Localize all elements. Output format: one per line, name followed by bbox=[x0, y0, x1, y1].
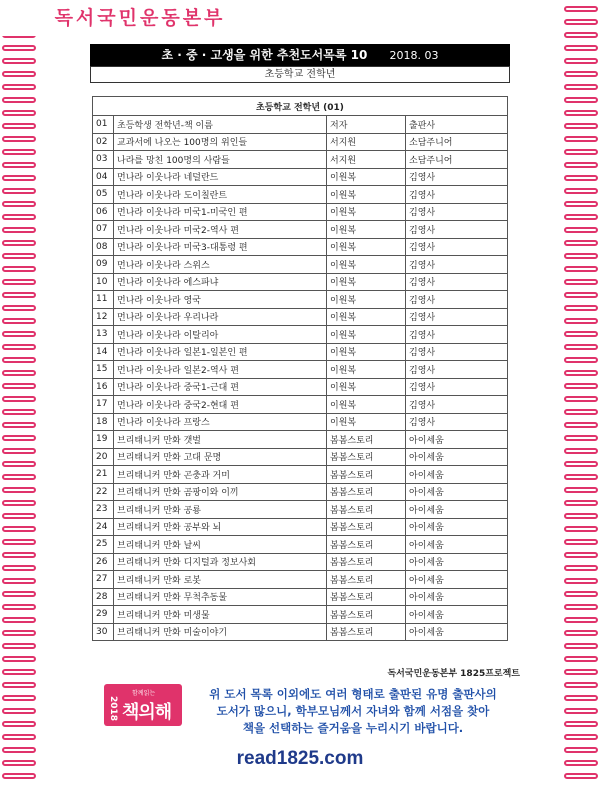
stripe bbox=[564, 253, 598, 259]
row-title: 브리태니커 만화 무척추동물 bbox=[114, 588, 327, 606]
org-title: 독서국민운동본부 bbox=[40, 4, 240, 32]
row-publisher: 아이세움 bbox=[406, 536, 508, 554]
row-publisher: 김영사 bbox=[406, 343, 508, 361]
stripe bbox=[564, 708, 598, 714]
stripe bbox=[2, 279, 36, 285]
row-num: 23 bbox=[93, 501, 114, 519]
row-publisher: 소담주니어 bbox=[406, 151, 508, 169]
row-publisher: 아이세움 bbox=[406, 571, 508, 589]
book-year-logo bbox=[104, 684, 182, 726]
row-num: 09 bbox=[93, 256, 114, 274]
stripe bbox=[2, 331, 36, 337]
row-title: 먼나라 이웃나라 일본2-역사 편 bbox=[114, 361, 327, 379]
stripe bbox=[2, 448, 36, 454]
row-publisher: 김영사 bbox=[406, 256, 508, 274]
table-row bbox=[93, 203, 508, 221]
row-author: 봄봄스토리 bbox=[327, 588, 406, 606]
row-title: 먼나라 이웃나라 미국2-역사 편 bbox=[114, 221, 327, 239]
row-publisher: 소담주니어 bbox=[406, 133, 508, 151]
stripe bbox=[2, 292, 36, 298]
table-row bbox=[93, 431, 508, 449]
table-row bbox=[93, 151, 508, 169]
row-num: 16 bbox=[93, 378, 114, 396]
header-title: 초 · 중 · 고생을 위한 추천도서목록 10 bbox=[161, 48, 368, 62]
stripe bbox=[2, 734, 36, 740]
table-row bbox=[93, 483, 508, 501]
logo-small-text: 함께읽는 bbox=[132, 690, 156, 697]
row-author: 이원복 bbox=[327, 168, 406, 186]
row-title: 나라를 망친 100명의 사람들 bbox=[114, 151, 327, 169]
row-num: 20 bbox=[93, 448, 114, 466]
row-num: 27 bbox=[93, 571, 114, 589]
table-row bbox=[93, 186, 508, 204]
header-author: 저자 bbox=[327, 116, 406, 134]
table-row bbox=[93, 536, 508, 554]
row-publisher: 아이세움 bbox=[406, 431, 508, 449]
row-title: 브리태니커 만화 고대 문명 bbox=[114, 448, 327, 466]
stripe bbox=[2, 643, 36, 649]
stripe bbox=[564, 747, 598, 753]
row-title: 브리태니커 만화 곰팡이와 이끼 bbox=[114, 483, 327, 501]
row-author: 이원복 bbox=[327, 343, 406, 361]
stripe bbox=[564, 630, 598, 636]
stripe bbox=[564, 84, 598, 90]
stripe bbox=[564, 162, 598, 168]
row-num: 06 bbox=[93, 203, 114, 221]
row-publisher: 김영사 bbox=[406, 168, 508, 186]
row-num: 11 bbox=[93, 291, 114, 309]
stripe bbox=[2, 227, 36, 233]
row-publisher: 아이세움 bbox=[406, 448, 508, 466]
logo-big-text: 책의해 bbox=[122, 702, 172, 723]
table-row bbox=[93, 588, 508, 606]
row-num: 14 bbox=[93, 343, 114, 361]
stripe bbox=[2, 422, 36, 428]
stripe bbox=[564, 370, 598, 376]
stripe bbox=[564, 58, 598, 64]
stripe bbox=[564, 383, 598, 389]
table-header-row bbox=[93, 116, 508, 134]
row-num: 21 bbox=[93, 466, 114, 484]
row-num: 17 bbox=[93, 396, 114, 414]
row-author: 봄봄스토리 bbox=[327, 431, 406, 449]
table-row bbox=[93, 606, 508, 624]
stripe bbox=[564, 123, 598, 129]
stripe bbox=[2, 188, 36, 194]
row-publisher: 김영사 bbox=[406, 221, 508, 239]
stripe bbox=[2, 71, 36, 77]
row-author: 봄봄스토리 bbox=[327, 518, 406, 536]
stripe bbox=[2, 305, 36, 311]
row-num: 13 bbox=[93, 326, 114, 344]
stripe bbox=[564, 617, 598, 623]
stripe bbox=[564, 448, 598, 454]
row-publisher: 아이세움 bbox=[406, 501, 508, 519]
row-author: 봄봄스토리 bbox=[327, 623, 406, 641]
stripe bbox=[564, 292, 598, 298]
row-author: 봄봄스토리 bbox=[327, 606, 406, 624]
stripe bbox=[564, 227, 598, 233]
stripe bbox=[2, 695, 36, 701]
stripe bbox=[2, 578, 36, 584]
row-num: 30 bbox=[93, 623, 114, 641]
row-publisher: 김영사 bbox=[406, 378, 508, 396]
stripe bbox=[2, 123, 36, 129]
stripe bbox=[564, 539, 598, 545]
row-num: 28 bbox=[93, 588, 114, 606]
stripe bbox=[2, 552, 36, 558]
row-title: 먼나라 이웃나라 에스파냐 bbox=[114, 273, 327, 291]
message-line: 책을 선택하는 즐거움을 누리시기 바랍니다. bbox=[242, 721, 464, 735]
row-num: 29 bbox=[93, 606, 114, 624]
row-title: 먼나라 이웃나라 영국 bbox=[114, 291, 327, 309]
row-num: 10 bbox=[93, 273, 114, 291]
row-author: 봄봄스토리 bbox=[327, 536, 406, 554]
stripe bbox=[2, 461, 36, 467]
stripe bbox=[564, 71, 598, 77]
table-row bbox=[93, 501, 508, 519]
row-num: 08 bbox=[93, 238, 114, 256]
row-author: 이원복 bbox=[327, 203, 406, 221]
stripe bbox=[2, 565, 36, 571]
table-caption: 초등학교 전학년 (01) bbox=[93, 97, 508, 116]
row-author: 봄봄스토리 bbox=[327, 501, 406, 519]
book-table bbox=[92, 96, 508, 641]
stripe bbox=[564, 45, 598, 51]
row-author: 이원복 bbox=[327, 326, 406, 344]
stripe bbox=[2, 721, 36, 727]
row-author: 서지원 bbox=[327, 133, 406, 151]
stripe bbox=[2, 409, 36, 415]
stripe bbox=[2, 630, 36, 636]
row-publisher: 김영사 bbox=[406, 413, 508, 431]
row-title: 브리태니커 만화 공룡 bbox=[114, 501, 327, 519]
stripe bbox=[2, 617, 36, 623]
table-row bbox=[93, 623, 508, 641]
stripe bbox=[2, 97, 36, 103]
row-publisher: 아이세움 bbox=[406, 483, 508, 501]
row-publisher: 아이세움 bbox=[406, 606, 508, 624]
stripe bbox=[2, 84, 36, 90]
row-title: 브리태니커 만화 디지털과 정보사회 bbox=[114, 553, 327, 571]
stripe bbox=[2, 344, 36, 350]
row-title: 브리태니커 만화 날씨 bbox=[114, 536, 327, 554]
stripe bbox=[564, 409, 598, 415]
stripe bbox=[564, 656, 598, 662]
row-publisher: 김영사 bbox=[406, 238, 508, 256]
row-num: 07 bbox=[93, 221, 114, 239]
row-num: 05 bbox=[93, 186, 114, 204]
row-num: 18 bbox=[93, 413, 114, 431]
row-title: 먼나라 이웃나라 미국1-미국인 편 bbox=[114, 203, 327, 221]
row-num: 04 bbox=[93, 168, 114, 186]
table-row bbox=[93, 221, 508, 239]
stripe bbox=[2, 708, 36, 714]
message-line: 도서가 많으니, 학부모님께서 자녀와 함께 서점을 찾아 bbox=[216, 704, 490, 718]
stripe bbox=[564, 188, 598, 194]
row-publisher: 아이세움 bbox=[406, 588, 508, 606]
header-title-col: 초등학생 전학년-책 이름 bbox=[114, 116, 327, 134]
stripe bbox=[2, 110, 36, 116]
stripe bbox=[2, 266, 36, 272]
table-row bbox=[93, 326, 508, 344]
row-author: 이원복 bbox=[327, 396, 406, 414]
row-title: 먼나라 이웃나라 네덜란드 bbox=[114, 168, 327, 186]
logo-year: 2018 bbox=[108, 696, 118, 722]
stripe bbox=[564, 6, 598, 12]
left-stripe-border bbox=[2, 0, 36, 785]
row-title: 먼나라 이웃나라 우리나라 bbox=[114, 308, 327, 326]
stripe bbox=[564, 175, 598, 181]
row-title: 먼나라 이웃나라 미국3-대통령 편 bbox=[114, 238, 327, 256]
stripe bbox=[564, 32, 598, 38]
stripe bbox=[2, 591, 36, 597]
table-row bbox=[93, 466, 508, 484]
stripe bbox=[564, 110, 598, 116]
header-date: 2018. 03 bbox=[389, 49, 439, 62]
row-author: 이원복 bbox=[327, 291, 406, 309]
stripe bbox=[2, 669, 36, 675]
row-num: 19 bbox=[93, 431, 114, 449]
stripe bbox=[2, 526, 36, 532]
header-publisher: 출판사 bbox=[406, 116, 508, 134]
row-title: 먼나라 이웃나라 프랑스 bbox=[114, 413, 327, 431]
stripe bbox=[564, 19, 598, 25]
stripe bbox=[2, 253, 36, 259]
stripe bbox=[564, 669, 598, 675]
stripe bbox=[564, 578, 598, 584]
stripe bbox=[564, 240, 598, 246]
row-title: 브리태니커 만화 로봇 bbox=[114, 571, 327, 589]
row-author: 이원복 bbox=[327, 221, 406, 239]
stripe bbox=[564, 552, 598, 558]
stripe bbox=[564, 318, 598, 324]
row-publisher: 아이세움 bbox=[406, 518, 508, 536]
stripe bbox=[2, 357, 36, 363]
stripe bbox=[2, 760, 36, 766]
row-author: 이원복 bbox=[327, 361, 406, 379]
table-row bbox=[93, 518, 508, 536]
row-title: 먼나라 이웃나라 도이칠란트 bbox=[114, 186, 327, 204]
row-publisher: 김영사 bbox=[406, 291, 508, 309]
stripe bbox=[564, 149, 598, 155]
stripe bbox=[2, 539, 36, 545]
row-title: 교과서에 나오는 100명의 위인들 bbox=[114, 133, 327, 151]
row-author: 이원복 bbox=[327, 413, 406, 431]
stripe bbox=[564, 513, 598, 519]
stripe bbox=[564, 474, 598, 480]
stripe bbox=[2, 162, 36, 168]
stripe bbox=[564, 565, 598, 571]
table-row bbox=[93, 553, 508, 571]
stripe bbox=[2, 682, 36, 688]
header-num: 01 bbox=[93, 116, 114, 134]
row-title: 브리태니커 만화 미생물 bbox=[114, 606, 327, 624]
stripe bbox=[564, 773, 598, 779]
row-publisher: 아이세움 bbox=[406, 553, 508, 571]
table-row bbox=[93, 238, 508, 256]
stripe bbox=[2, 201, 36, 207]
header-bar bbox=[90, 44, 510, 66]
stripe bbox=[2, 383, 36, 389]
stripe bbox=[564, 734, 598, 740]
row-author: 이원복 bbox=[327, 378, 406, 396]
row-num: 03 bbox=[93, 151, 114, 169]
stripe bbox=[564, 201, 598, 207]
stripe bbox=[564, 721, 598, 727]
row-title: 먼나라 이웃나라 중국2-현대 편 bbox=[114, 396, 327, 414]
stripe bbox=[564, 357, 598, 363]
row-num: 12 bbox=[93, 308, 114, 326]
stripe bbox=[2, 656, 36, 662]
stripe bbox=[2, 240, 36, 246]
stripe bbox=[564, 604, 598, 610]
stripe bbox=[2, 773, 36, 779]
row-author: 봄봄스토리 bbox=[327, 553, 406, 571]
row-author: 이원복 bbox=[327, 273, 406, 291]
table-row bbox=[93, 413, 508, 431]
table-row bbox=[93, 168, 508, 186]
row-author: 이원복 bbox=[327, 256, 406, 274]
stripe bbox=[564, 396, 598, 402]
stripe bbox=[564, 214, 598, 220]
stripe bbox=[2, 136, 36, 142]
footer-note: 독서국민운동본부 1825프로젝트 bbox=[387, 669, 520, 679]
stripe bbox=[2, 487, 36, 493]
row-title: 먼나라 이웃나라 스위스 bbox=[114, 256, 327, 274]
table-row bbox=[93, 448, 508, 466]
stripe bbox=[2, 474, 36, 480]
stripe bbox=[2, 435, 36, 441]
table-row bbox=[93, 378, 508, 396]
header-subtitle: 초등학교 전학년 bbox=[90, 66, 510, 83]
row-num: 26 bbox=[93, 553, 114, 571]
stripe bbox=[2, 149, 36, 155]
row-publisher: 아이세움 bbox=[406, 466, 508, 484]
row-title: 먼나라 이웃나라 중국1-근대 편 bbox=[114, 378, 327, 396]
table-row bbox=[93, 343, 508, 361]
stripe bbox=[564, 760, 598, 766]
stripe bbox=[564, 136, 598, 142]
stripe bbox=[2, 604, 36, 610]
row-publisher: 김영사 bbox=[406, 203, 508, 221]
row-publisher: 김영사 bbox=[406, 273, 508, 291]
stripe bbox=[564, 591, 598, 597]
stripe bbox=[2, 45, 36, 51]
right-stripe-border bbox=[564, 0, 598, 785]
stripe bbox=[564, 344, 598, 350]
message bbox=[188, 686, 518, 737]
table-row bbox=[93, 361, 508, 379]
row-publisher: 김영사 bbox=[406, 186, 508, 204]
row-publisher: 김영사 bbox=[406, 308, 508, 326]
stripe bbox=[564, 97, 598, 103]
row-author: 봄봄스토리 bbox=[327, 448, 406, 466]
stripe bbox=[2, 214, 36, 220]
table-row bbox=[93, 396, 508, 414]
row-title: 브리태니커 만화 갯벌 bbox=[114, 431, 327, 449]
row-author: 이원복 bbox=[327, 238, 406, 256]
stripe bbox=[2, 396, 36, 402]
stripe bbox=[2, 500, 36, 506]
stripe bbox=[564, 695, 598, 701]
table-row bbox=[93, 571, 508, 589]
stripe bbox=[564, 331, 598, 337]
row-author: 이원복 bbox=[327, 186, 406, 204]
stripe bbox=[564, 643, 598, 649]
stripe bbox=[2, 747, 36, 753]
stripe bbox=[2, 370, 36, 376]
row-title: 먼나라 이웃나라 이탈리아 bbox=[114, 326, 327, 344]
stripe bbox=[2, 318, 36, 324]
table-caption-row bbox=[93, 97, 508, 116]
stripe bbox=[564, 526, 598, 532]
stripe bbox=[564, 461, 598, 467]
row-num: 24 bbox=[93, 518, 114, 536]
row-author: 이원복 bbox=[327, 308, 406, 326]
row-title: 브리태니커 만화 미술이야기 bbox=[114, 623, 327, 641]
site-url[interactable]: read1825.com bbox=[236, 748, 364, 769]
table-row bbox=[93, 291, 508, 309]
row-publisher: 김영사 bbox=[406, 361, 508, 379]
table-row bbox=[93, 308, 508, 326]
row-author: 봄봄스토리 bbox=[327, 571, 406, 589]
row-title: 먼나라 이웃나라 일본1-일본인 편 bbox=[114, 343, 327, 361]
row-author: 봄봄스토리 bbox=[327, 466, 406, 484]
message-line: 위 도서 목록 이외에도 여러 형태로 출판된 유명 출판사의 bbox=[209, 687, 497, 701]
table-row bbox=[93, 273, 508, 291]
stripe bbox=[564, 305, 598, 311]
stripe bbox=[564, 682, 598, 688]
stripe bbox=[564, 266, 598, 272]
stripe bbox=[2, 513, 36, 519]
row-num: 22 bbox=[93, 483, 114, 501]
row-author: 서지원 bbox=[327, 151, 406, 169]
row-publisher: 김영사 bbox=[406, 326, 508, 344]
stripe bbox=[2, 175, 36, 181]
row-title: 브리태니커 만화 공부와 뇌 bbox=[114, 518, 327, 536]
row-author: 봄봄스토리 bbox=[327, 483, 406, 501]
row-num: 15 bbox=[93, 361, 114, 379]
row-publisher: 아이세움 bbox=[406, 623, 508, 641]
stripe bbox=[564, 279, 598, 285]
table-row bbox=[93, 256, 508, 274]
stripe bbox=[564, 435, 598, 441]
row-num: 02 bbox=[93, 133, 114, 151]
stripe bbox=[564, 487, 598, 493]
row-title: 브리태니커 만화 곤충과 거미 bbox=[114, 466, 327, 484]
stripe bbox=[564, 500, 598, 506]
row-num: 25 bbox=[93, 536, 114, 554]
table-row bbox=[93, 133, 508, 151]
stripe bbox=[2, 58, 36, 64]
stripe bbox=[564, 422, 598, 428]
row-publisher: 김영사 bbox=[406, 396, 508, 414]
